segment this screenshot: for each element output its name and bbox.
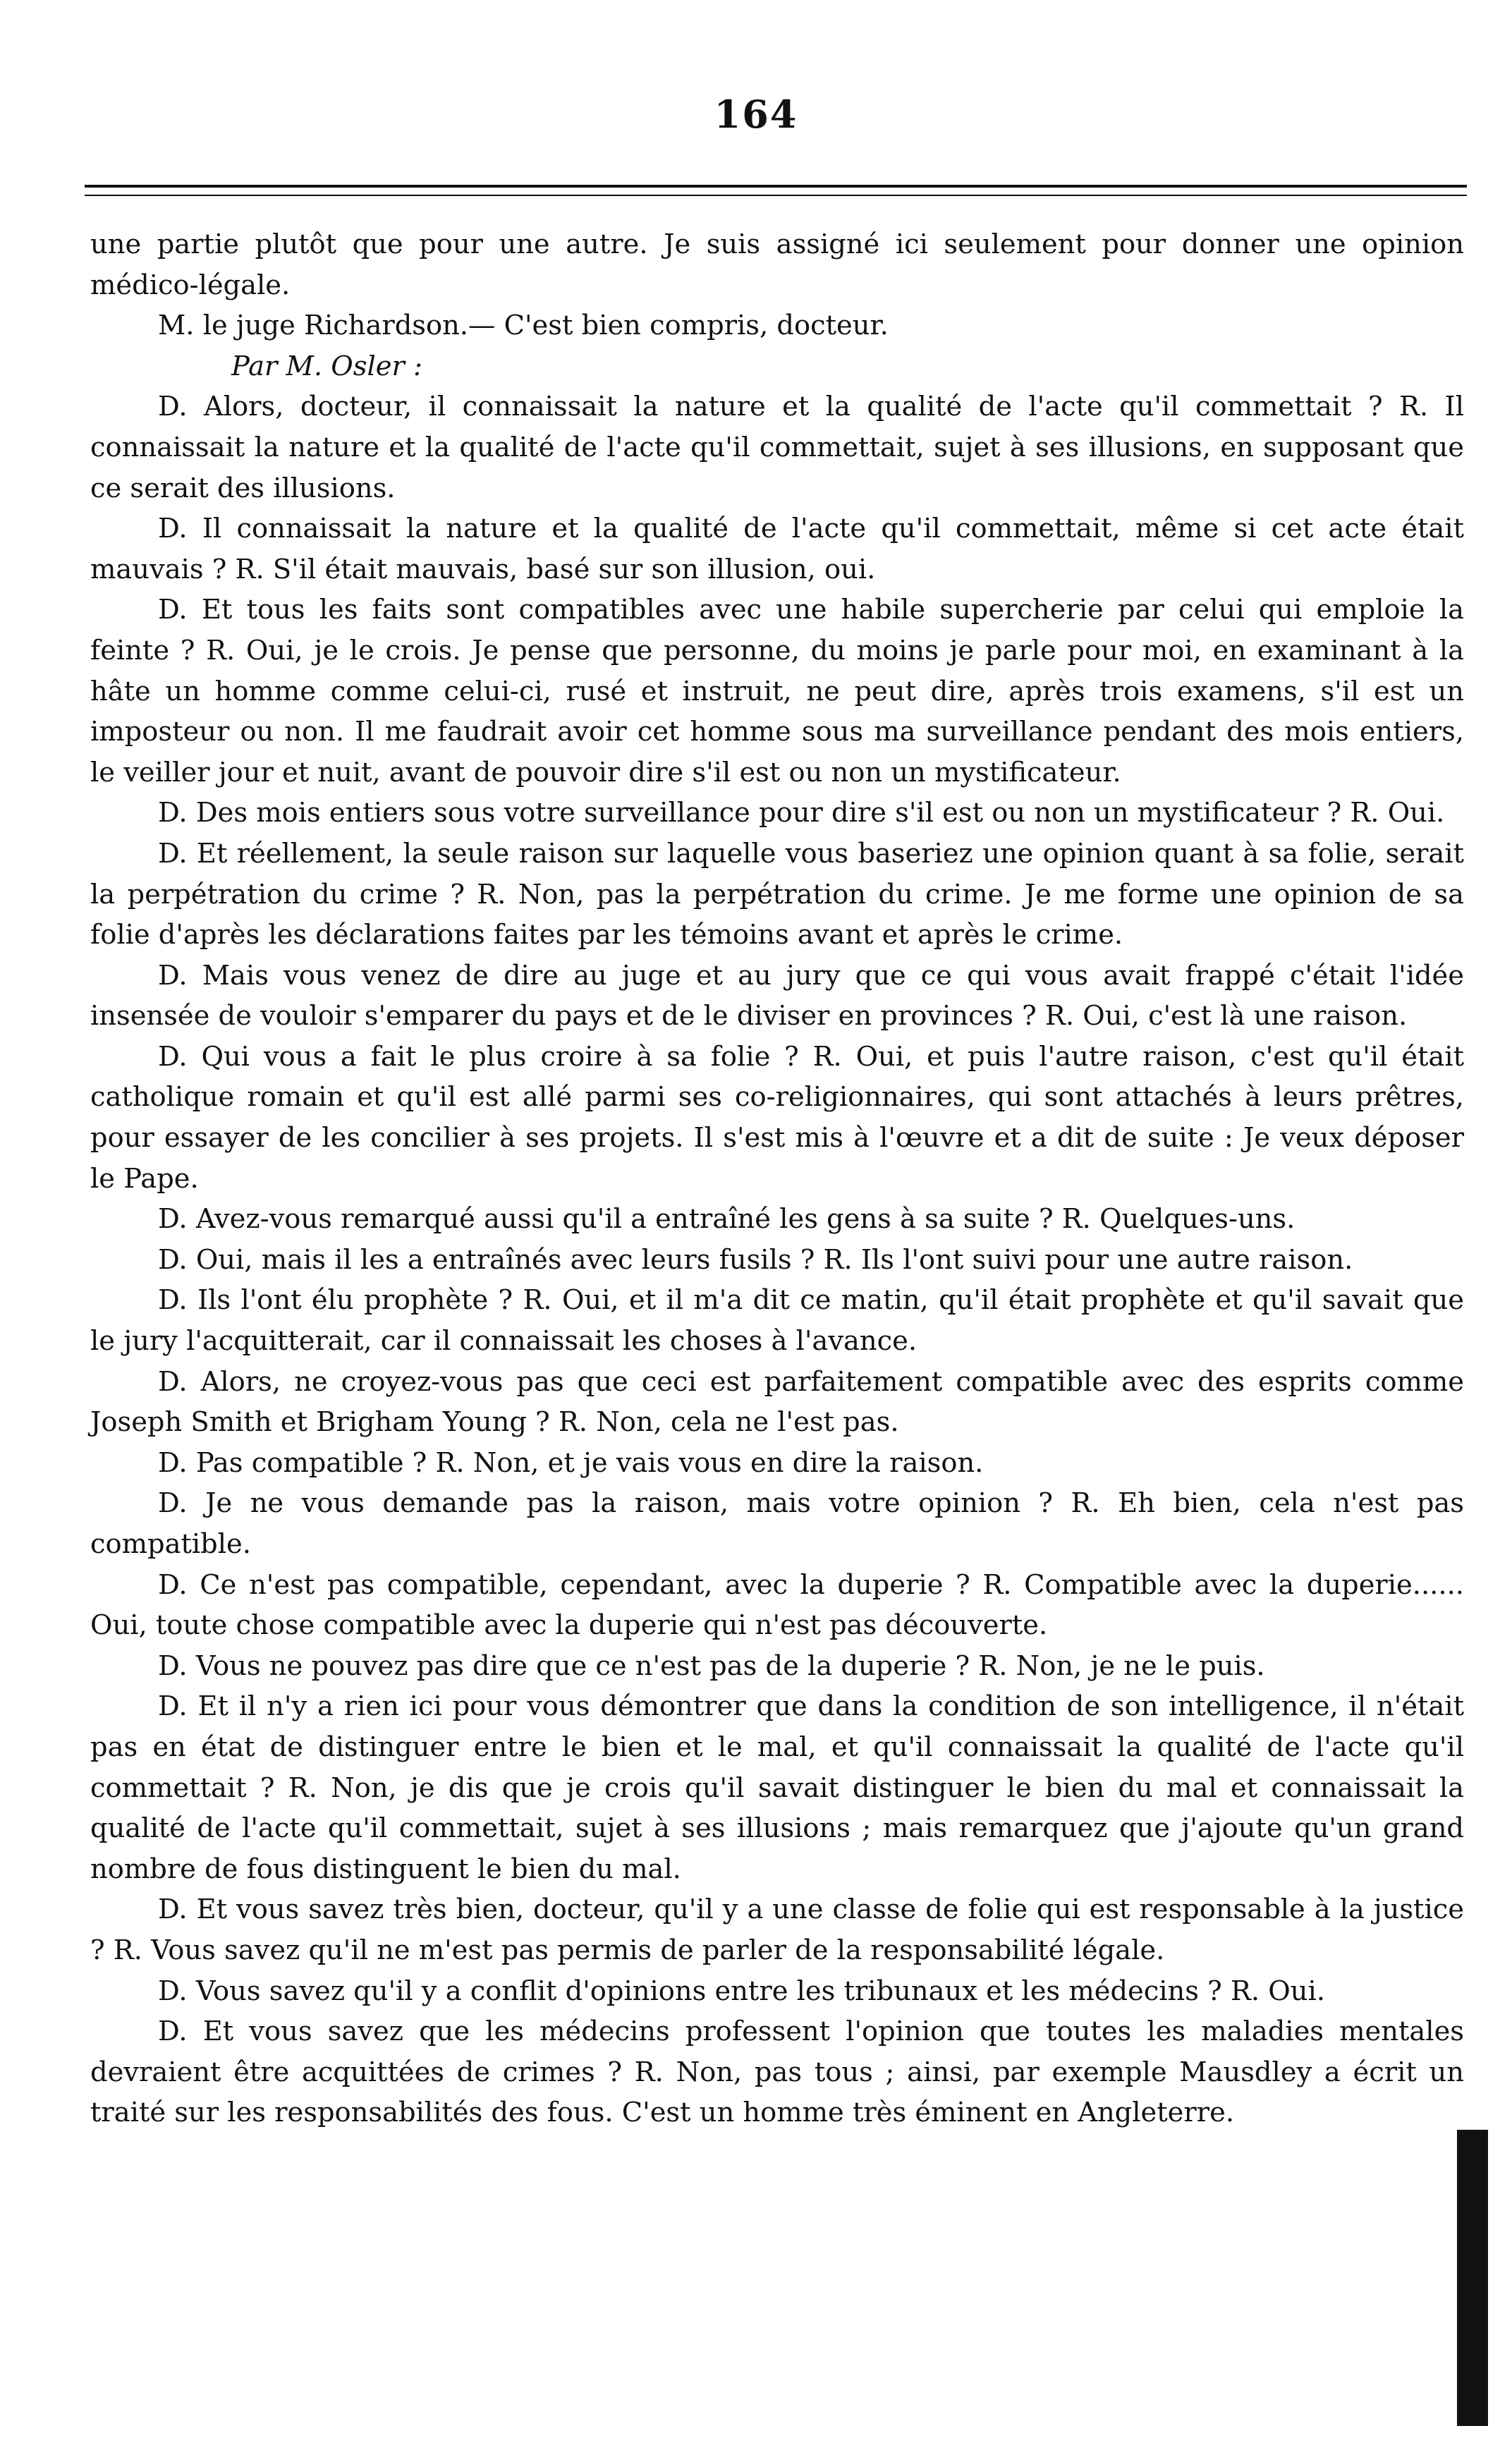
paragraph: D. Et il n'y a rien ici pour vous démontrer que dans la condition de son intelligence, il n'était pas en état de distinguer entre le bien et le mal, et qu'il connaissait la qualité de l'acte qu'il commettait ? R. Non, je dis que je crois qu'il savait distinguer le bien du mal et connaissait la qualité de l'acte qu'il commettait, sujet à ses illusions ; mais remarquez que j'ajoute qu'un grand nombre de fous distinguent le bien du mal. (90, 1690, 1464, 1885)
header-rule (85, 185, 1467, 188)
paragraph: D. Ils l'ont élu prophète ? R. Oui, et il m'a dit ce matin, qu'il était prophète et qu'il savait que le jury l'acquitterait, car il connaissait les choses à l'avance. (90, 1284, 1464, 1358)
paragraph: D. Je ne vous demande pas la raison, mais votre opinion ? R. Eh bien, cela n'est pas compatible. (90, 1487, 1464, 1560)
paragraph: D. Pas compatible ? R. Non, et je vais vous en dire la raison. (158, 1446, 984, 1479)
paragraph: M. le juge Richardson.— C'est bien compris, docteur. (158, 310, 889, 342)
margin-bar (1457, 2130, 1488, 2426)
paragraph: D. Alors, ne croyez-vous pas que ceci est parfaitement compatible avec des esprits comme Joseph Smith et Brigham Young ? R. Non, cela ne l'est pas. (90, 1365, 1464, 1439)
paragraph: D. Avez-vous remarqué aussi qu'il a entraîné les gens à sa suite ? R. Quelques-uns. (158, 1203, 1295, 1236)
page-body (90, 224, 1464, 2133)
paragraph: D. Alors, docteur, il connaissait la nature et la qualité de l'acte qu'il commettait ? R. Il connaissait la nature et la qualité de l'acte qu'il commettait, sujet à ses illusions, en supposant que ce serait des illusions. (90, 391, 1464, 504)
paragraph: D. Ce n'est pas compatible, cependant, avec la duperie ? R. Compatible avec la duperie...... Oui, toute chose compatible avec la duperie qui n'est pas découverte. (90, 1568, 1464, 1642)
paragraph: D. Et réellement, la seule raison sur laquelle vous baseriez une opinion quant à sa folie, serait la perpétration du crime ? R. Non, pas la perpétration du crime. Je me forme une opinion de sa folie d'après les déclarations faites par les témoins avant et après le crime. (90, 837, 1464, 951)
paragraph: D. Vous savez qu'il y a conflit d'opinions entre les tribunaux et les médecins ? R. Oui. (158, 1975, 1325, 2007)
examiner-heading: Par M. Osler : (231, 350, 422, 382)
paragraph: une partie plutôt que pour une autre. Je suis assigné ici seulement pour donner une opinion médico-légale. (90, 228, 1464, 301)
paragraph: D. Il connaissait la nature et la qualité de l'acte qu'il commettait, même si cet acte était mauvais ? R. S'il était mauvais, basé sur son illusion, oui. (90, 513, 1464, 585)
paragraph: D. Et vous savez très bien, docteur, qu'il y a une classe de folie qui est responsable à la justice ? R. Vous savez qu'il ne m'est pas permis de parler de la responsabilité légale. (90, 1894, 1464, 1966)
paragraph: D. Des mois entiers sous votre surveillance pour dire s'il est ou non un mystificateur ? R. Oui. (158, 797, 1445, 829)
paragraph: D. Qui vous a fait le plus croire à sa folie ? R. Oui, et puis l'autre raison, c'est qu'il était catholique romain et qu'il est allé parmi ses co-religionnaires, qui sont attachés à leurs prêtres, pour essayer de les concilier à ses projets. Il s'est mis à l'œuvre et a dit de suite : Je veux déposer le Pape. (90, 1040, 1464, 1195)
page-number: 164 (714, 92, 798, 137)
paragraph: D. Et tous les faits sont compatibles avec une habile supercherie par celui qui emploie la feinte ? R. Oui, je le crois. Je pense que personne, du moins je parle pour moi, en examinant à la hâte un homme comme celui-ci, rusé et instruit, ne peut dire, après trois examens, s'il est un imposteur ou non. Il me faudrait avoir cet homme sous ma surveillance pendant des mois entiers, le veiller jour et nuit, avant de pouvoir dire s'il est ou non un mystificateur. (90, 594, 1464, 788)
paragraph: D. Vous ne pouvez pas dire que ce n'est pas de la duperie ? R. Non, je ne le puis. (158, 1650, 1265, 1682)
header-rule-thin (85, 195, 1467, 196)
paragraph: D. Mais vous venez de dire au juge et au jury que ce qui vous avait frappé c'était l'idée insensée de vouloir s'emparer du pays et de le diviser en provinces ? R. Oui, c'est là une raison. (90, 959, 1464, 1032)
paragraph: D. Oui, mais il les a entraînés avec leurs fusils ? R. Ils l'ont suivi pour une autre raison. (158, 1243, 1353, 1276)
paragraph: D. Et vous savez que les médecins professent l'opinion que toutes les maladies mentales devraient être acquittées de crimes ? R. Non, pas tous ; ainsi, par exemple Mausdley a écrit un traité sur les responsabilités des fous. C'est un homme très éminent en Angleterre. (90, 2016, 1464, 2129)
